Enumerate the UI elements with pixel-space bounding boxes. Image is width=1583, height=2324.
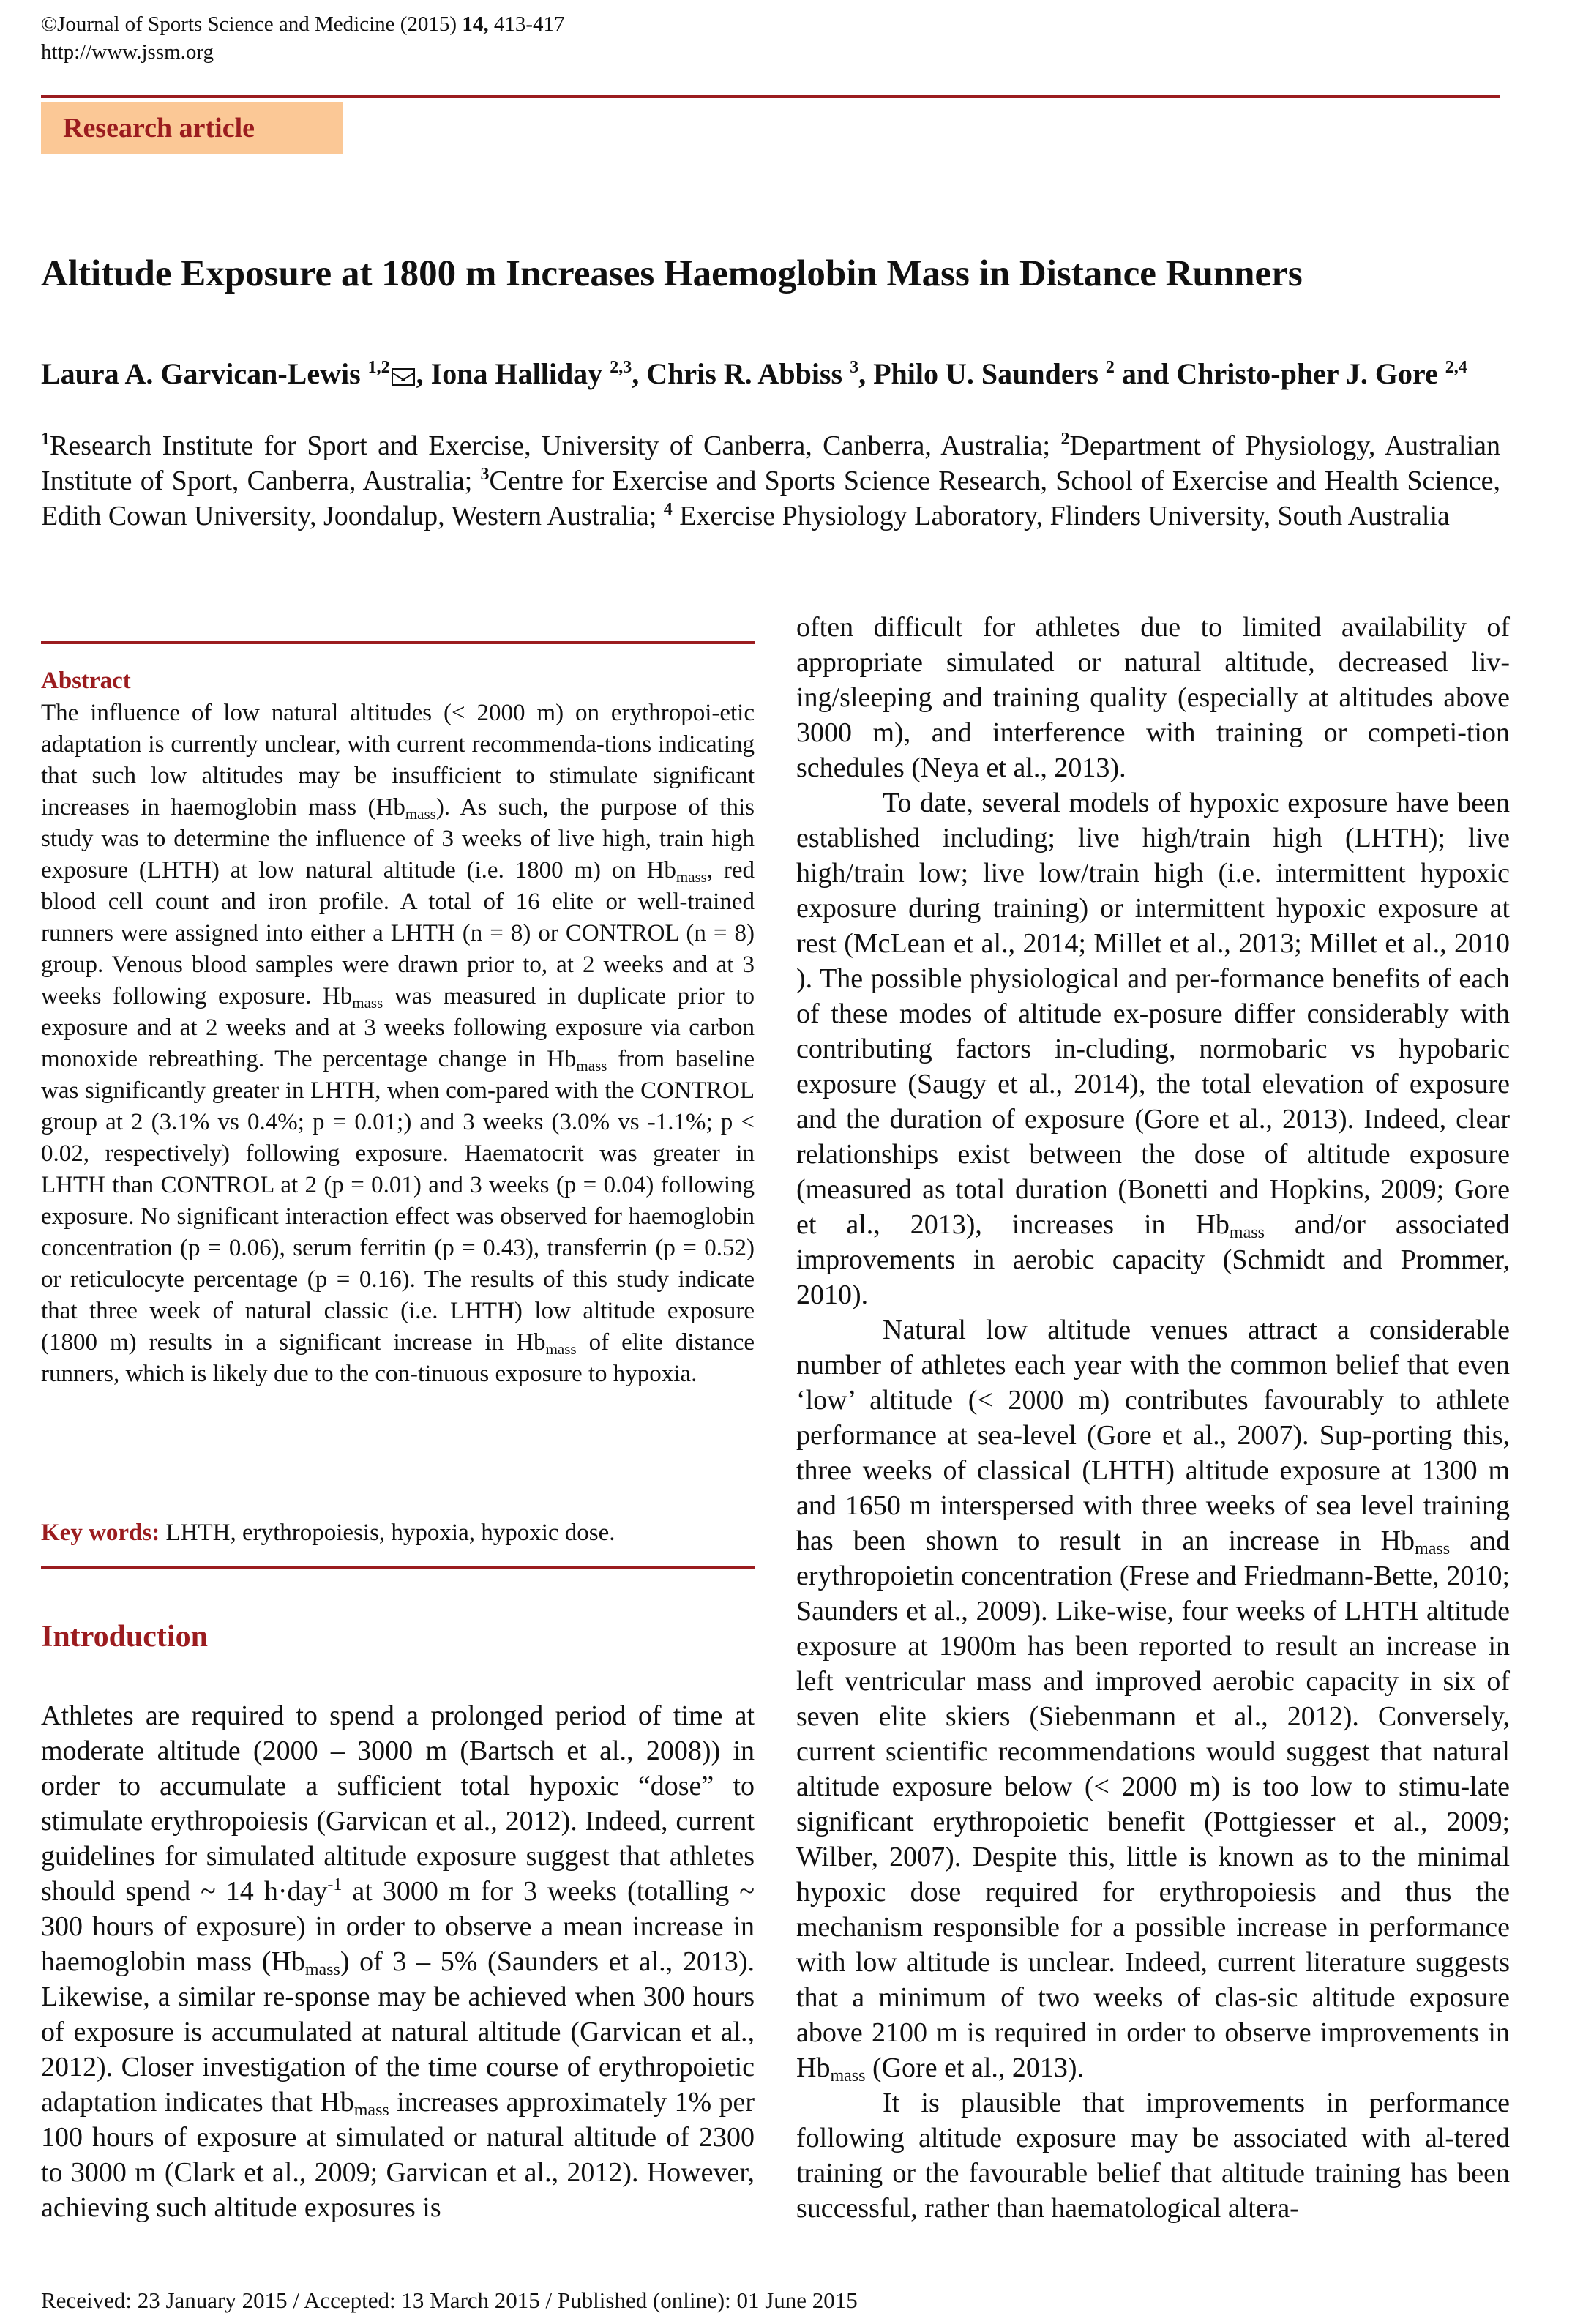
introduction-text: Athletes are required to spend a prolonged period of time at moderate altitude (2000 – 3000 m (Bartsch et al., 2008)) in order to accumulate a sufficient total hypoxic “dose” to stimulate erythropoiesis (Garvican et al., 2012). Indeed, current guidelines for simulated altitude exposure suggest that athletes should spend ~ 14 h·day$^{-1}$ at 3000 m for 3 weeks (totalling ~ 300 hours of exposure) in order to observe a mean increase in haemoglobin mass $(Hb_{mass})$ of 3 – 5% (Saunders et al., 2013). Likewise, a similar re-sponse may be achieved when 300 hours of exposure is accumulated at natural altitude (Garvican et al., 2012). Closer investigation of the time course of erythropoietic adaptation indicates that $Hb_{mass}$ increases approximately 1% per 100 hours of exposure at simulated or natural altitude of 2300 to 3000 m (Clark et al., 2009; Garvican et al., 2012). However, achieving such altitude exposures is	[41, 1700, 755, 2223]
received-dates-footer: Received: 23 January 2015 / Accepted: 13 March 2015 / Published (online): 01 June 2015	[41, 2287, 858, 2313]
abstract-text: The influence of low natural altitudes (< 2000 m) on erythropoi-etic adaptation is currently unclear, with current recommenda-tions indicating that such low altitudes may be insufficient to stimulate significant increases in haemoglobin mass $(Hb_{mass})$. As such, the purpose of this study was to determine the influence of 3 weeks of live high, train high exposure (LHTH) at low natural altitude (i.e. 1800 m) on $Hb_{mass}$, red blood cell count and iron profile. A total of 16 elite or well-trained runners were assigned into either a LHTH (n = 8) or CONTROL (n = 8) group. Venous blood samples were drawn prior to, at 2 weeks and at 3 weeks following exposure. $Hb_{mass}$ was measured in duplicate prior to exposure and at 2 weeks and at 3 weeks following exposure via carbon monoxide rebreathing. The percentage change in $Hb_{mass}$ from baseline was significantly greater in LHTH, when com-pared with the CONTROL group at 2 (3.1% vs 0.4%; p = 0.01;) and 3 weeks (3.0% vs -1.1%; p < 0.02, respectively) following exposure. Haematocrit was greater in LHTH than CONTROL at 2 (p = 0.01) and 3 weeks (p = 0.04) following exposure. No significant interaction effect was observed for haemoglobin concentration (p = 0.06), serum ferritin (p = 0.43), transferrin (p = 0.52) or reticulocyte percentage (p = 0.16). The results of this study indicate that three week of natural classic (i.e. LHTH) low altitude exposure (1800 m) results in a significant increase in $Hb_{mass}$ of elite distance runners, which is likely due to the con-tinuous exposure to hypoxia.	[41, 700, 755, 1387]
journal-url[interactable]: http://www.jssm.org	[41, 40, 214, 64]
header-rule	[41, 95, 1500, 98]
paper-title: Altitude Exposure at 1800 m Increases Haemoglobin Mass in Distance Runners	[41, 253, 1303, 294]
author-list: Laura A. Garvican-Lewis $^{1,2}$ , Iona Halliday $^{2,3}$, Chris R. Abbiss $^3$, Philo U. Saunders $^2$ and Christo-pher J. Gore $^{2,4}$	[41, 357, 1467, 390]
paragraph: Natural low altitude venues attract a considerable number of athletes each year with the common belief that even ‘low’ altitude (< 2000 m) contributes favourably to athlete performance at sea-level (Gore et al., 2007). Sup-porting this, three weeks of classical (LHTH) altitude exposure at 1300 m and 1650 m interspersed with three weeks of sea level training has been shown to result in an increase in $Hb_{mass}$ and erythropoietin concentration (Frese and Friedmann-Bette, 2010; Saunders et al., 2009). Like-wise, four weeks of LHTH altitude exposure at 1900m has been reported to result an increase in left ventricular mass and improved aerobic capacity in six of seven elite skiers (Siebenmann et al., 2012). Conversely, current scientific recommendations would suggest that natural altitude exposure below (< 2000 m) is too low to stimu-late significant erythropoietic benefit (Pottgiesser et al., 2009; Wilber, 2007). Despite this, little is known as to the minimal hypoxic dose required for erythropoiesis and thus the mechanism responsible for a possible increase in performance with low altitude is unclear. Indeed, current literature suggests that a minimum of two weeks of clas-sic altitude exposure above 2100 m is required in order to observe improvements in $Hb_{mass}$ (Gore et al., 2013).	[796, 1315, 1510, 2085]
abstract-rule-top	[41, 641, 755, 644]
article-type-badge: Research article	[41, 102, 343, 154]
introduction-heading: Introduction	[41, 1620, 208, 1654]
right-column-text	[796, 610, 1510, 2226]
affiliations: $^1$Research Institute for Sport and Exercise, University of Canberra, Canberra, Australia; $^2$Department of Physiology, Australian Institute of Sport, Canberra, Australia; $^3$Centre for Exercise and Sports Science Research, School of Exercise and Health Science, Edith Cowan University, Joondalup, Western Australia; $^4$ Exercise Physiology Laboratory, Flinders University, South Australia	[41, 430, 1500, 531]
abstract-rule-bottom	[41, 1566, 755, 1569]
keywords: Key words: LHTH, erythropoiesis, hypoxia, hypoxic dose.	[41, 1520, 615, 1546]
journal-header	[41, 10, 565, 66]
email-icon[interactable]	[392, 368, 415, 386]
paragraph: To date, several models of hypoxic exposure have been established including; live high/train high (LHTH); live high/train low; live low/train high (i.e. intermittent hypoxic exposure during training) or intermittent hypoxic exposure at rest (McLean et al., 2014; Millet et al., 2013; Millet et al., 2010 ). The possible physiological and per-formance benefits of each of these modes of altitude ex-posure differ considerably with contributing factors in-cluding, normobaric vs hypobaric exposure (Saugy et al., 2014), the total elevation of exposure and the duration of exposure (Gore et al., 2013). Indeed, clear relationships exist between the dose of altitude exposure (measured as total duration (Bonetti and Hopkins, 2009; Gore et al., 2013), increases in $Hb_{mass}$ and/or associated improvements in aerobic capacity (Schmidt and Prommer, 2010).	[796, 788, 1510, 1310]
paragraph: often difficult for athletes due to limited availability of appropriate simulated or natural altitude, decreased liv-ing/sleeping and training quality (especially at altitudes above 3000 m), and interference with training or competi-tion schedules (Neya et al., 2013).	[796, 612, 1510, 783]
journal-citation: ©Journal of Sports Science and Medicine (2015) 14, 413-417	[41, 12, 565, 36]
paragraph: It is plausible that improvements in performance following altitude exposure may be associated with al-tered training or the favourable belief that altitude training has been successful, rather than haematological altera-	[796, 2088, 1510, 2224]
abstract-heading: Abstract	[41, 668, 131, 694]
keywords-label: Key words:	[41, 1520, 160, 1546]
